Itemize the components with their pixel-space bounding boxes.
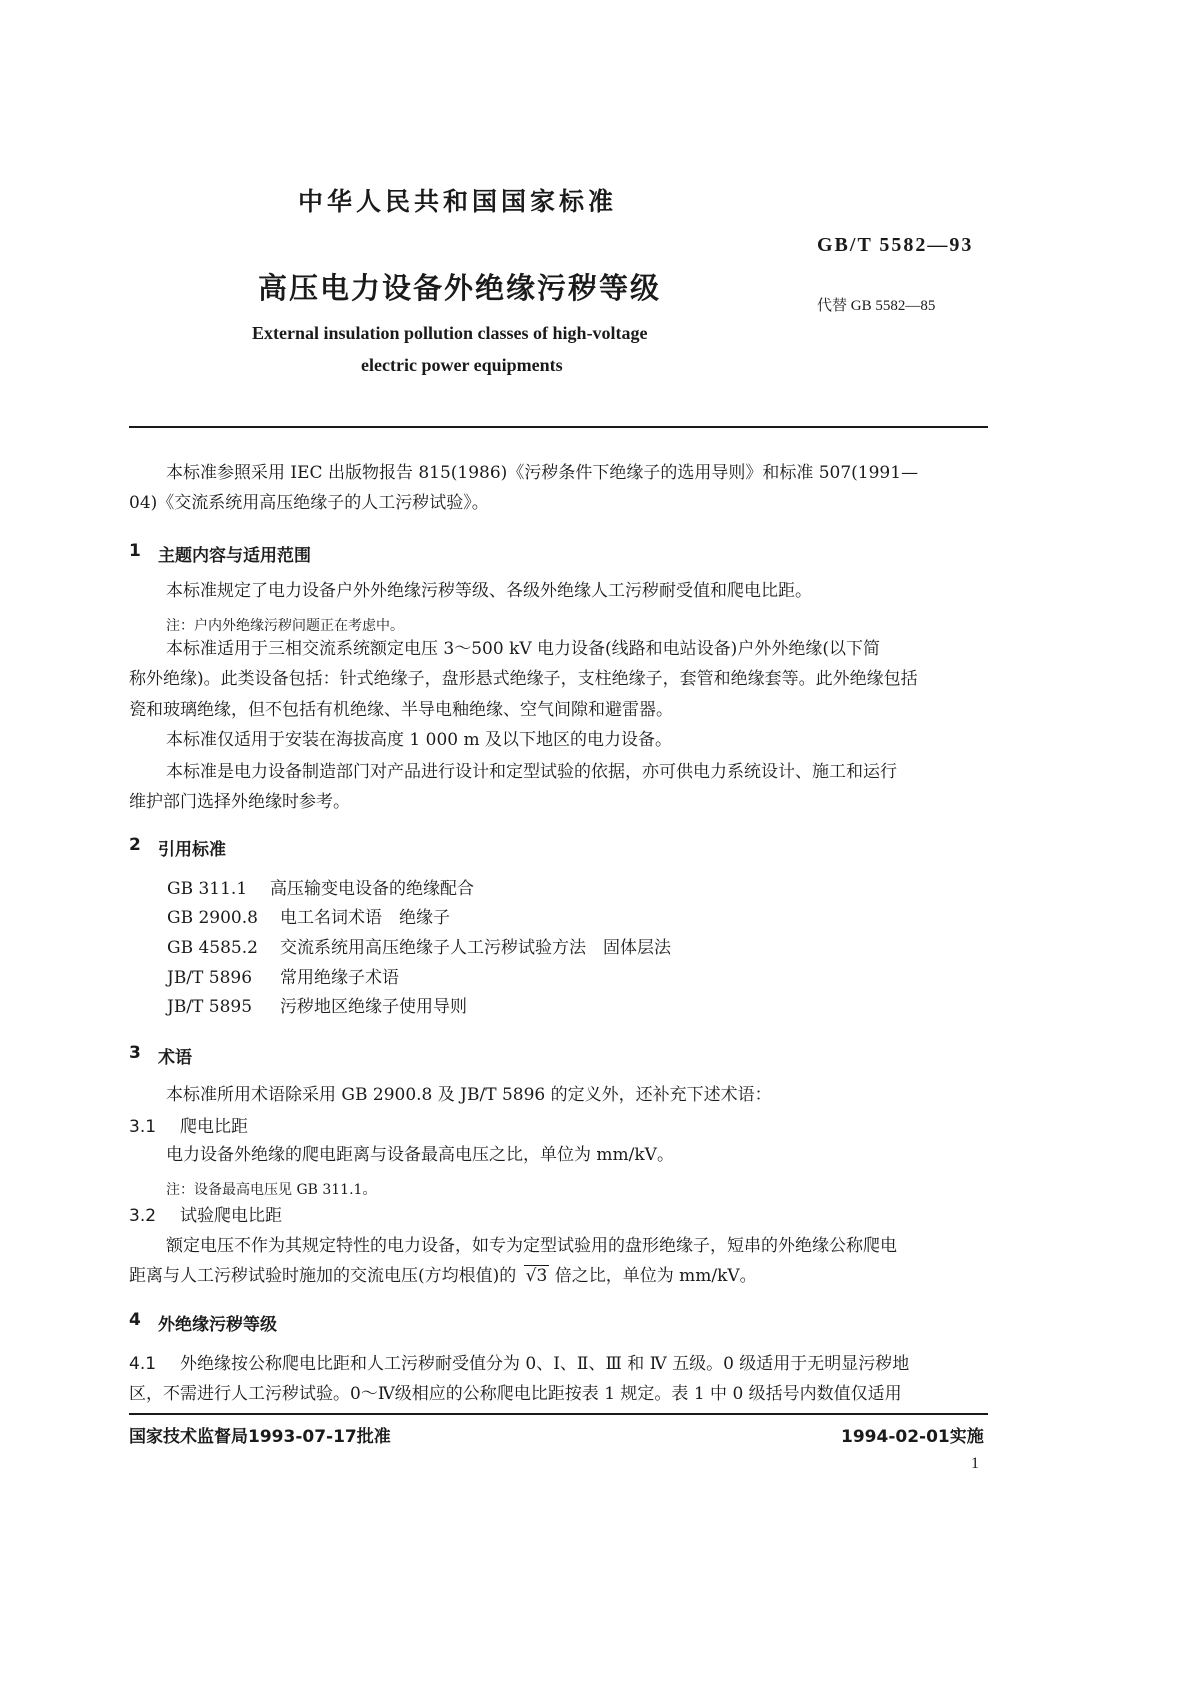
national-standard-heading: 中华人民共和国国家标准: [298, 187, 618, 216]
intro-line-1: 本标准参照采用 IEC 出版物报告 815(1986)《污秽条件下绝缘子的选用导则》和标准 507(1991—: [166, 463, 919, 483]
english-title-line-1: External insulation pollution classes of high-voltage: [252, 323, 648, 343]
ref-code: JB/T 5895: [167, 997, 253, 1017]
ref-title: 电工名词术语 绝缘子: [280, 908, 450, 928]
ref-code: GB 4585.2: [167, 938, 258, 958]
standard-code: GB/T 5582—93: [817, 234, 974, 256]
ref-code: JB/T 5896: [167, 968, 253, 988]
english-title-line-2: electric power equipments: [361, 355, 563, 375]
section-4-number: 4: [129, 1310, 141, 1330]
replaces-note: 代替 GB 5582—85: [817, 298, 936, 314]
ref-title: 高压输变电设备的绝缘配合: [270, 879, 474, 899]
section-4-heading: 外绝缘污秽等级: [158, 1315, 277, 1335]
sqrt-three: [522, 1266, 550, 1286]
term-3-2-heading: 试验爬电比距: [180, 1206, 282, 1226]
term-3-2-number: 3.2: [129, 1206, 157, 1226]
section-3-number: 3: [129, 1043, 141, 1063]
clause-4-1-number: 4.1: [129, 1354, 157, 1374]
term-3-2-definition-line-1: 额定电压不作为其规定特性的电力设备，如专为定型试验用的盘形绝缘子，短串的外绝缘公称爬电: [166, 1236, 897, 1256]
section-1-para-2-line-3: 瓷和玻璃绝缘，但不包括有机绝缘、半导电釉绝缘、空气间隙和避雷器。: [129, 700, 673, 720]
term-3-2-text-a: 距离与人工污秽试验时施加的交流电压(方均根值)的: [129, 1266, 517, 1286]
sqrt-three-text: √3: [525, 1266, 548, 1286]
section-1-para-3: 本标准仅适用于安装在海拔高度 1 000 m 及以下地区的电力设备。: [166, 730, 672, 750]
term-3-1-note: 注：设备最高电压见 GB 311.1。: [166, 1182, 377, 1198]
clause-4-1-line-2: 区，不需进行人工污秽试验。0～Ⅳ级相应的公称爬电比距按表 1 规定。表 1 中 0 级括号内数值仅适用: [129, 1384, 902, 1404]
term-3-1-definition: 电力设备外绝缘的爬电距离与设备最高电压之比，单位为 mm/kV。: [166, 1145, 674, 1165]
section-1-para-1: 本标准规定了电力设备户外外绝缘污秽等级、各级外绝缘人工污秽耐受值和爬电比距。: [166, 581, 812, 601]
section-3-intro: 本标准所用术语除采用 GB 2900.8 及 JB/T 5896 的定义外，还补充下述术语：: [166, 1085, 772, 1105]
implementation-date: 1994-02-01实施: [841, 1427, 984, 1447]
section-1-para-2-line-2: 称外绝缘)。此类设备包括：针式绝缘子，盘形悬式绝缘子，支柱绝缘子，套管和绝缘套等。此外绝缘包括: [129, 669, 918, 689]
term-3-2-definition-line-2: [129, 1266, 757, 1286]
header-divider: [129, 426, 988, 428]
document-title: 高压电力设备外绝缘污秽等级: [258, 271, 662, 305]
section-1-number: 1: [129, 541, 141, 561]
ref-title: 常用绝缘子术语: [280, 968, 399, 988]
page-number: 1: [971, 1455, 979, 1472]
section-1-para-4-line-2: 维护部门选择外绝缘时参考。: [129, 792, 350, 812]
term-3-1-heading: 爬电比距: [180, 1117, 248, 1137]
clause-4-1-line-1: 外绝缘按公称爬电比距和人工污秽耐受值分为 0、Ⅰ、Ⅱ、Ⅲ 和 Ⅳ 五级。0 级适用于无明显污秽地: [180, 1354, 910, 1374]
section-3-heading: 术语: [158, 1048, 192, 1068]
ref-title: 交流系统用高压绝缘子人工污秽试验方法 固体层法: [280, 938, 671, 958]
section-1-para-2-line-1: 本标准适用于三相交流系统额定电压 3～500 kV 电力设备(线路和电站设备)户外外绝缘(以下简: [166, 639, 880, 659]
section-2-heading: 引用标准: [158, 840, 226, 860]
ref-title: 污秽地区绝缘子使用导则: [280, 997, 467, 1017]
section-1-note: 注：户内外绝缘污秽问题正在考虑中。: [166, 618, 404, 634]
ref-code: GB 2900.8: [167, 908, 258, 928]
ref-code: GB 311.1: [167, 879, 248, 899]
section-2-number: 2: [129, 835, 141, 855]
section-1-para-4-line-1: 本标准是电力设备制造部门对产品进行设计和定型试验的依据，亦可供电力系统设计、施工和运行: [166, 762, 897, 782]
section-1-heading: 主题内容与适用范围: [158, 546, 311, 566]
term-3-2-text-b: 倍之比，单位为 mm/kV。: [554, 1266, 757, 1286]
approval-line: 国家技术监督局1993-07-17批准: [129, 1427, 391, 1447]
term-3-1-number: 3.1: [129, 1117, 157, 1137]
footer-divider: [129, 1413, 988, 1415]
intro-line-2: 04)《交流系统用高压绝缘子的人工污秽试验》。: [129, 493, 489, 513]
